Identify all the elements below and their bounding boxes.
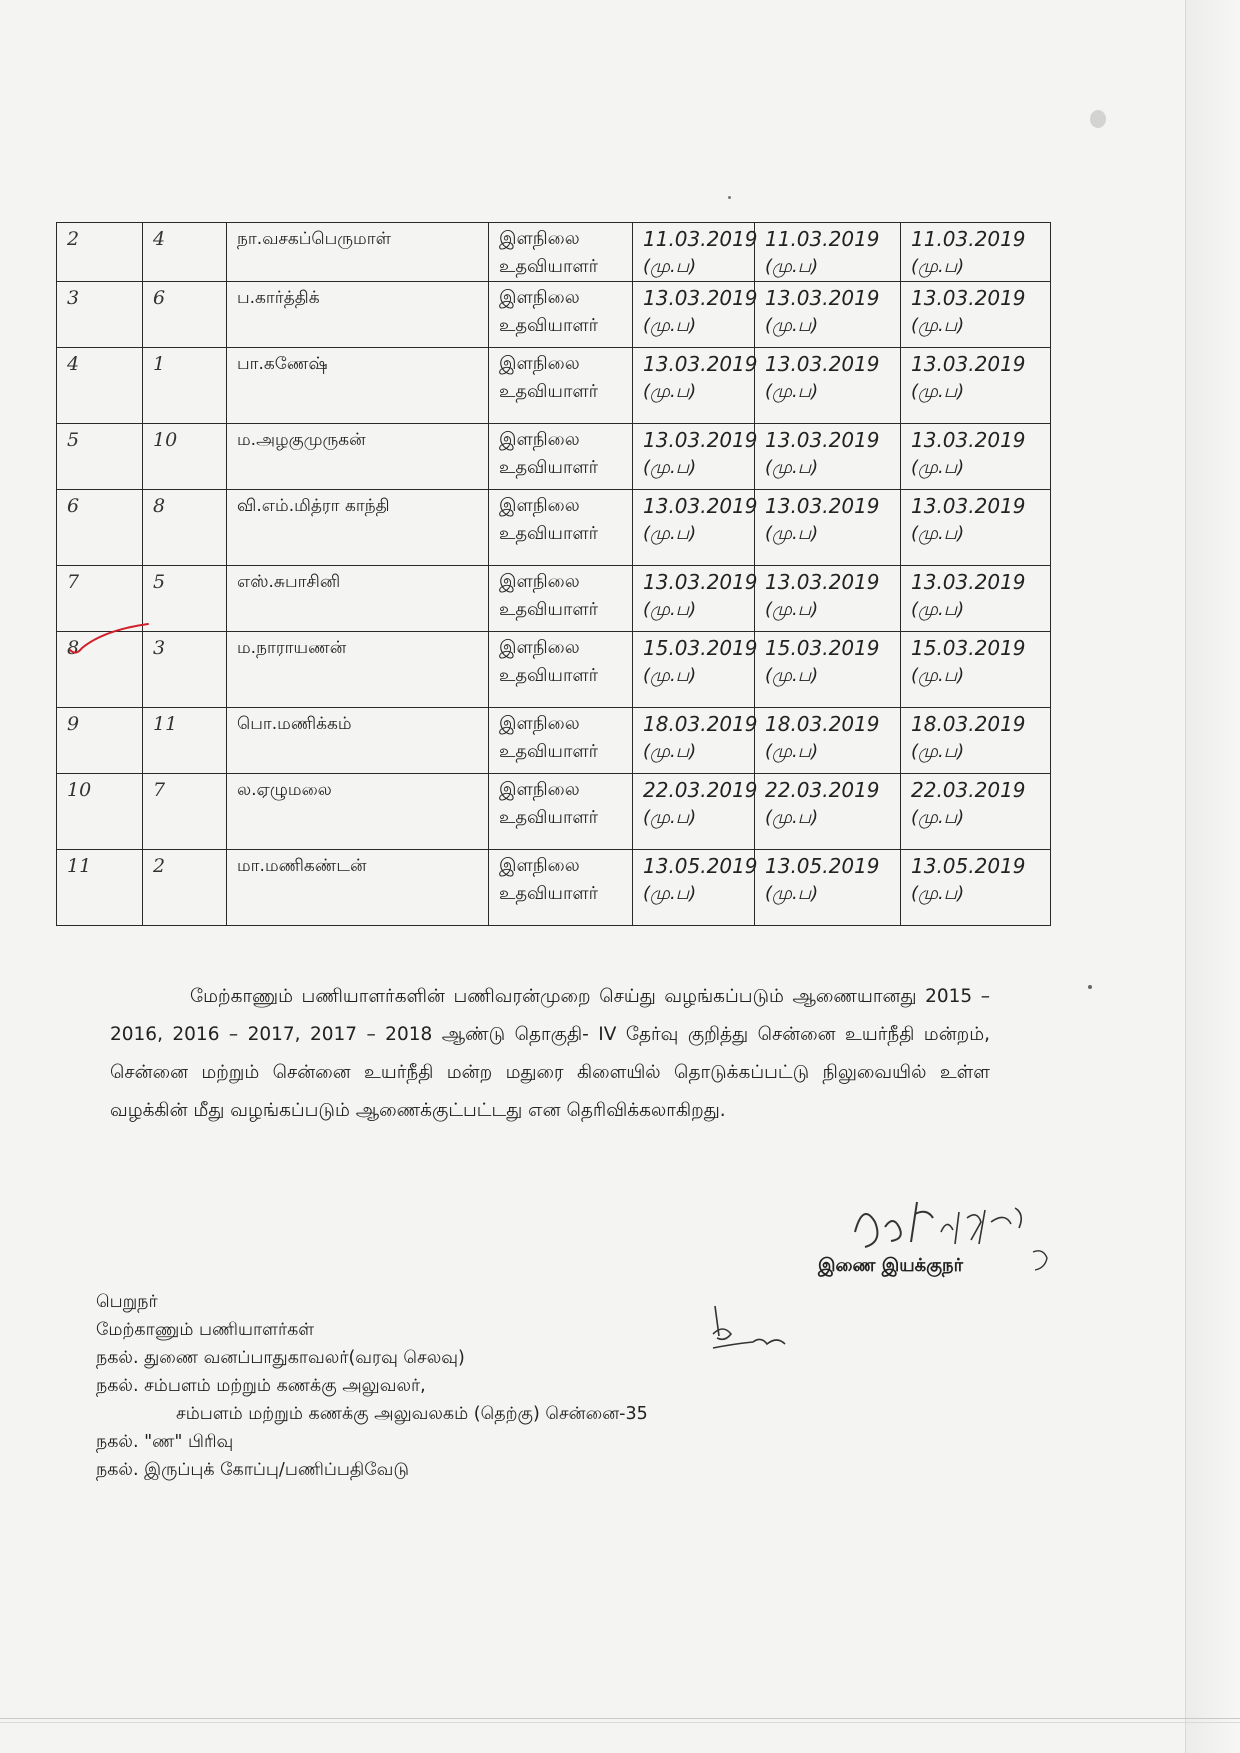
cell-name: பொ.மணிக்கம் — [227, 708, 489, 774]
punch-hole-mark — [1090, 110, 1106, 128]
table-row — [57, 223, 1051, 282]
cell-date-1: 18.03.2019 (மு.ப) — [633, 708, 755, 774]
table-row — [57, 774, 1051, 850]
cell-date-3: 11.03.2019 (மு.ப) — [901, 223, 1051, 282]
cell-date-3: 15.03.2019 (மு.ப) — [901, 632, 1051, 708]
cell-name: ப.கார்த்திக் — [227, 282, 489, 348]
red-tick-icon — [64, 620, 154, 660]
cell-reference: 8 — [143, 490, 227, 566]
cell-date-2: 13.05.2019 (மு.ப) — [755, 850, 901, 926]
cell-reference: 10 — [143, 424, 227, 490]
cell-name: பா.கணேஷ் — [227, 348, 489, 424]
staff-regularisation-table — [56, 222, 1051, 926]
cell-serial: 10 — [57, 774, 143, 850]
cell-date-3: 13.05.2019 (மு.ப) — [901, 850, 1051, 926]
cell-date-2: 13.03.2019 (மு.ப) — [755, 490, 901, 566]
table-row — [57, 708, 1051, 774]
cell-name: எஸ்.சுபாசினி — [227, 566, 489, 632]
recipient-line: மேற்காணும் பணியாளர்கள் — [96, 1320, 315, 1340]
cell-designation: இளநிலை உதவியாளர் — [489, 282, 633, 348]
cell-date-1: 13.05.2019 (மு.ப) — [633, 850, 755, 926]
cell-serial: 9 — [57, 708, 143, 774]
cell-date-2: 13.03.2019 (மு.ப) — [755, 282, 901, 348]
speck — [1088, 985, 1092, 989]
cell-serial: 3 — [57, 282, 143, 348]
recipients-block — [96, 1288, 648, 1484]
recipient-line: நகல். சம்பளம் மற்றும் கணக்கு அலுவலர், — [96, 1376, 426, 1396]
cell-designation: இளநிலை உதவியாளர் — [489, 708, 633, 774]
remarks-paragraph — [110, 978, 990, 1130]
cell-name: வி.எம்.மித்ரா காந்தி — [227, 490, 489, 566]
cell-serial: 2 — [57, 223, 143, 282]
cell-date-1: 13.03.2019 (மு.ப) — [633, 348, 755, 424]
table-row — [57, 850, 1051, 926]
cell-date-1: 13.03.2019 (மு.ப) — [633, 282, 755, 348]
cell-designation: இளநிலை உதவியாளர் — [489, 632, 633, 708]
cell-date-3: 13.03.2019 (மு.ப) — [901, 282, 1051, 348]
page-edge — [1185, 0, 1240, 1753]
speck — [728, 196, 731, 199]
cell-date-2: 11.03.2019 (மு.ப) — [755, 223, 901, 282]
cell-reference: 6 — [143, 282, 227, 348]
table-row — [57, 632, 1051, 708]
cell-serial: 6 — [57, 490, 143, 566]
table-row — [57, 282, 1051, 348]
cell-date-3: 13.03.2019 (மு.ப) — [901, 348, 1051, 424]
cell-date-2: 13.03.2019 (மு.ப) — [755, 348, 901, 424]
cell-designation: இளநிலை உதவியாளர் — [489, 223, 633, 282]
cell-date-1: 22.03.2019 (மு.ப) — [633, 774, 755, 850]
cell-serial: 7 — [57, 566, 143, 632]
cell-date-3: 18.03.2019 (மு.ப) — [901, 708, 1051, 774]
cell-designation: இளநிலை உதவியாளர் — [489, 424, 633, 490]
cell-designation: இளநிலை உதவியாளர் — [489, 774, 633, 850]
cell-date-2: 22.03.2019 (மு.ப) — [755, 774, 901, 850]
table-row — [57, 490, 1051, 566]
initials-icon — [707, 1300, 807, 1360]
cell-reference: 1 — [143, 348, 227, 424]
cell-name: ம.நாராயணன் — [227, 632, 489, 708]
cell-date-1: 11.03.2019 (மு.ப) — [633, 223, 755, 282]
cell-date-3: 13.03.2019 (மு.ப) — [901, 490, 1051, 566]
cell-designation: இளநிலை உதவியாளர் — [489, 348, 633, 424]
cell-date-1: 13.03.2019 (மு.ப) — [633, 424, 755, 490]
table-row — [57, 348, 1051, 424]
signatory-title: இணை இயக்குநர் — [818, 1255, 964, 1276]
recipient-line: சம்பளம் மற்றும் கணக்கு அலுவலகம் (தெற்கு) சென்னை-35 — [176, 1404, 648, 1424]
cell-reference: 7 — [143, 774, 227, 850]
cell-date-2: 18.03.2019 (மு.ப) — [755, 708, 901, 774]
cell-designation: இளநிலை உதவியாளர் — [489, 490, 633, 566]
recipients-heading: பெறுநர் — [96, 1292, 158, 1312]
cell-name: ம.அழகுமுருகன் — [227, 424, 489, 490]
cell-serial: 8 — [57, 632, 143, 708]
cell-reference: 3 — [143, 632, 227, 708]
cell-name: ல.ஏழுமலை — [227, 774, 489, 850]
cell-reference: 2 — [143, 850, 227, 926]
cell-reference: 11 — [143, 708, 227, 774]
cell-serial: 5 — [57, 424, 143, 490]
cell-reference: 5 — [143, 566, 227, 632]
cell-serial: 11 — [57, 850, 143, 926]
cell-date-1: 15.03.2019 (மு.ப) — [633, 632, 755, 708]
page-fold-line — [0, 1718, 1240, 1723]
cell-date-1: 13.03.2019 (மு.ப) — [633, 490, 755, 566]
cell-designation: இளநிலை உதவியாளர் — [489, 850, 633, 926]
cell-date-3: 22.03.2019 (மு.ப) — [901, 774, 1051, 850]
cell-designation: இளநிலை உதவியாளர் — [489, 566, 633, 632]
cell-serial: 4 — [57, 348, 143, 424]
cell-name: மா.மணிகண்டன் — [227, 850, 489, 926]
recipient-line: நகல். "ண" பிரிவு — [96, 1432, 234, 1452]
cell-name: நா.வசகப்பெருமாள் — [227, 223, 489, 282]
cell-date-2: 15.03.2019 (மு.ப) — [755, 632, 901, 708]
cell-date-2: 13.03.2019 (மு.ப) — [755, 566, 901, 632]
cell-reference: 4 — [143, 223, 227, 282]
table-row — [57, 566, 1051, 632]
cell-date-2: 13.03.2019 (மு.ப) — [755, 424, 901, 490]
table-row — [57, 424, 1051, 490]
remarks-text: மேற்காணும் பணியாளர்களின் பணிவரன்முறை செய்து வழங்கப்படும் ஆணையானது 2015 – 2016, 2016 – 2017, 2017 – 2018 ஆண்டு தொகுதி- IV தேர்வு குறித்து சென்னை உயர்நீதி மன்றம், சென்னை மற்றும் சென்னை உயர்நீதி மன்ற மதுரை கிளையில் தொடுக்கப்பட்டு நிலுவையில் உள்ள வழக்கின் மீது வழங்கப்படும் ஆணைக்குட்பட்டது என தெரிவிக்கலாகிறது. — [110, 986, 990, 1121]
recipient-line: நகல். இருப்புக் கோப்பு/பணிப்பதிவேடு — [96, 1460, 410, 1480]
cell-date-3: 13.03.2019 (மு.ப) — [901, 424, 1051, 490]
cell-date-3: 13.03.2019 (மு.ப) — [901, 566, 1051, 632]
recipient-line: நகல். துணை வனப்பாதுகாவலர்(வரவு செலவு) — [96, 1348, 465, 1368]
cell-date-1: 13.03.2019 (மு.ப) — [633, 566, 755, 632]
